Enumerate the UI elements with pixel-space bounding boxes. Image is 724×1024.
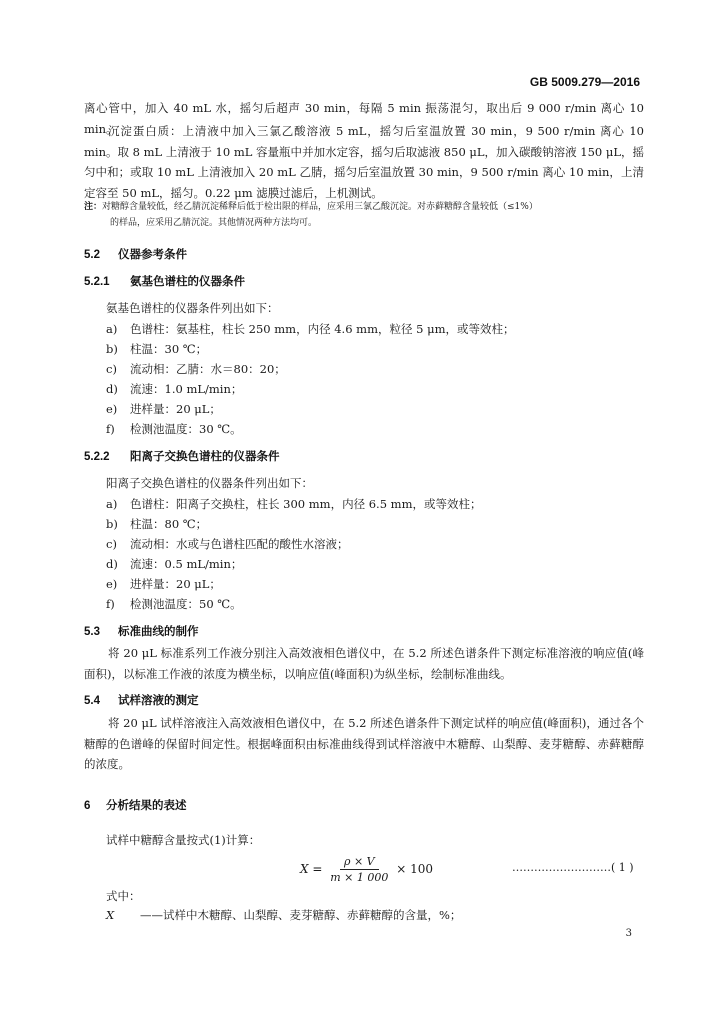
note-line-1: 对糖醇含量较低，经乙腈沉淀稀释后低于检出限的样品，应采用三氯乙酸沉淀。对赤藓糖醇含量较低（≤1%） [102,202,538,212]
cation-item-f: f) 检测池温度：50 ℃。 [106,597,242,611]
section-5-2-1-heading [84,273,245,289]
section-title: 仪器参考条件 [118,249,187,261]
sample-measurement-paragraph: 将 20 μL 试样溶液注入高效液相色谱仪中，在 5.2 所述色谱条件下测定试样的响应值(峰面积)，通过各个糖醇的色谱峰的保留时间定性。根据峰面积由标准曲线得到试样溶液中木糖醇、山梨醇、麦芽糖醇、赤藓糖醇的浓度。 [84,716,644,771]
note-label: 注： [84,202,103,212]
amino-item-a: a) 色谱柱：氨基柱，柱长 250 mm，内径 4.6 mm，粒径 5 μm，或等效柱； [106,322,515,336]
section-title: 分析结果的表述 [106,800,187,812]
equation-label: ( 1 ) [611,861,634,874]
variable-symbol: X [106,908,115,922]
section-5-4-heading [84,692,199,708]
variable-description: ——试样中木糖醇、山梨醇、麦芽糖醇、赤藓糖醇的含量，%； [140,908,462,922]
section-6-heading [84,797,187,813]
section-5-2-heading [84,246,187,262]
section-number: 5.2 [84,249,100,261]
amino-item-c: c) 流动相：乙腈：水＝80：20； [106,362,286,376]
section-title: 阳离子交换色谱柱的仪器条件 [130,451,280,463]
equation-leader-dots: ……………………… [512,861,611,874]
amino-intro: 氨基色谱柱的仪器条件列出如下： [106,301,279,315]
section-number: 5.2.2 [84,451,110,463]
standard-code-header: GB 5009.279—2016 [529,75,640,89]
formula-1 [300,855,433,884]
page-number: 3 [625,928,632,939]
formula-multiplier: × 100 [396,862,433,876]
section-number: 6 [84,800,91,812]
standard-curve-paragraph: 将 20 μL 标准系列工作液分别注入高效液相色谱仪中，在 5.2 所述色谱条件下测定标准溶液的响应值(峰面积)，以标准工作液的浓度为横坐标，以响应值(峰面积)为纵坐标，绘制标准曲线。 [84,646,644,681]
cation-intro: 阳离子交换色谱柱的仪器条件列出如下： [106,476,313,490]
section-title: 试样溶液的测定 [118,695,199,707]
formula-lhs: X = [300,862,323,876]
cation-item-c: c) 流动相：水或与色谱柱匹配的酸性水溶液； [106,537,349,551]
amino-item-e: e) 进样量：20 μL； [106,402,221,416]
where-label: 式中： [106,889,141,903]
paragraph-centrifuge: 离心管中，加入 40 mL 水，摇匀后超声 30 min，每隔 5 min 振荡混匀，取出后 9 000 r/min 离心 10 min。 [84,101,644,136]
cation-item-a: a) 色谱柱：阳离子交换柱，柱长 300 mm，内径 6.5 mm，或等效柱； [106,497,482,511]
cation-item-d: d) 流速：0.5 mL/min； [106,557,243,571]
formula-fraction [330,855,388,884]
cation-item-e: e) 进样量：20 μL； [106,577,221,591]
equation-number [512,861,634,874]
formula-denominator: m × 1 000 [330,871,389,884]
section-5-3-heading [84,623,199,639]
formula-intro: 试样中糖醇含量按式(1)计算： [106,833,261,847]
section-number: 5.2.1 [84,276,110,288]
amino-item-b: b) 柱温：30 ℃； [106,342,208,356]
section-title: 氨基色谱柱的仪器条件 [130,276,245,288]
note [84,199,644,231]
section-number: 5.4 [84,695,100,707]
cation-item-b: b) 柱温：80 ℃； [106,517,208,531]
note-line-2: 的样品，应采用乙腈沉淀。其他情况两种方法均可。 [110,218,318,228]
section-5-2-2-heading [84,448,280,464]
paragraph-protein-precipitation: 沉淀蛋白质：上清液中加入三氯乙酸溶液 5 mL，摇匀后室温放置 30 min，9 500 r/min 离心 10 min。取 8 mL 上清液于 10 mL 容量瓶中并加水定容，摇匀后取滤液 850 μL，加入碳酸钠溶液 150 μL，摇匀中和；或取 10 mL 上清液加入 20 mL 乙腈，摇匀后室温放置 30 min，9 500 r/min 离心 10 min，上清定容至 50 mL，摇匀。0.22 μm 滤膜过滤后，上机测试。 [84,124,644,200]
section-number: 5.3 [84,626,100,638]
section-title: 标准曲线的制作 [118,626,199,638]
amino-item-f: f) 检测池温度：30 ℃。 [106,422,242,436]
amino-item-d: d) 流速：1.0 mL/min； [106,382,243,396]
formula-numerator: ρ × V [340,855,379,870]
